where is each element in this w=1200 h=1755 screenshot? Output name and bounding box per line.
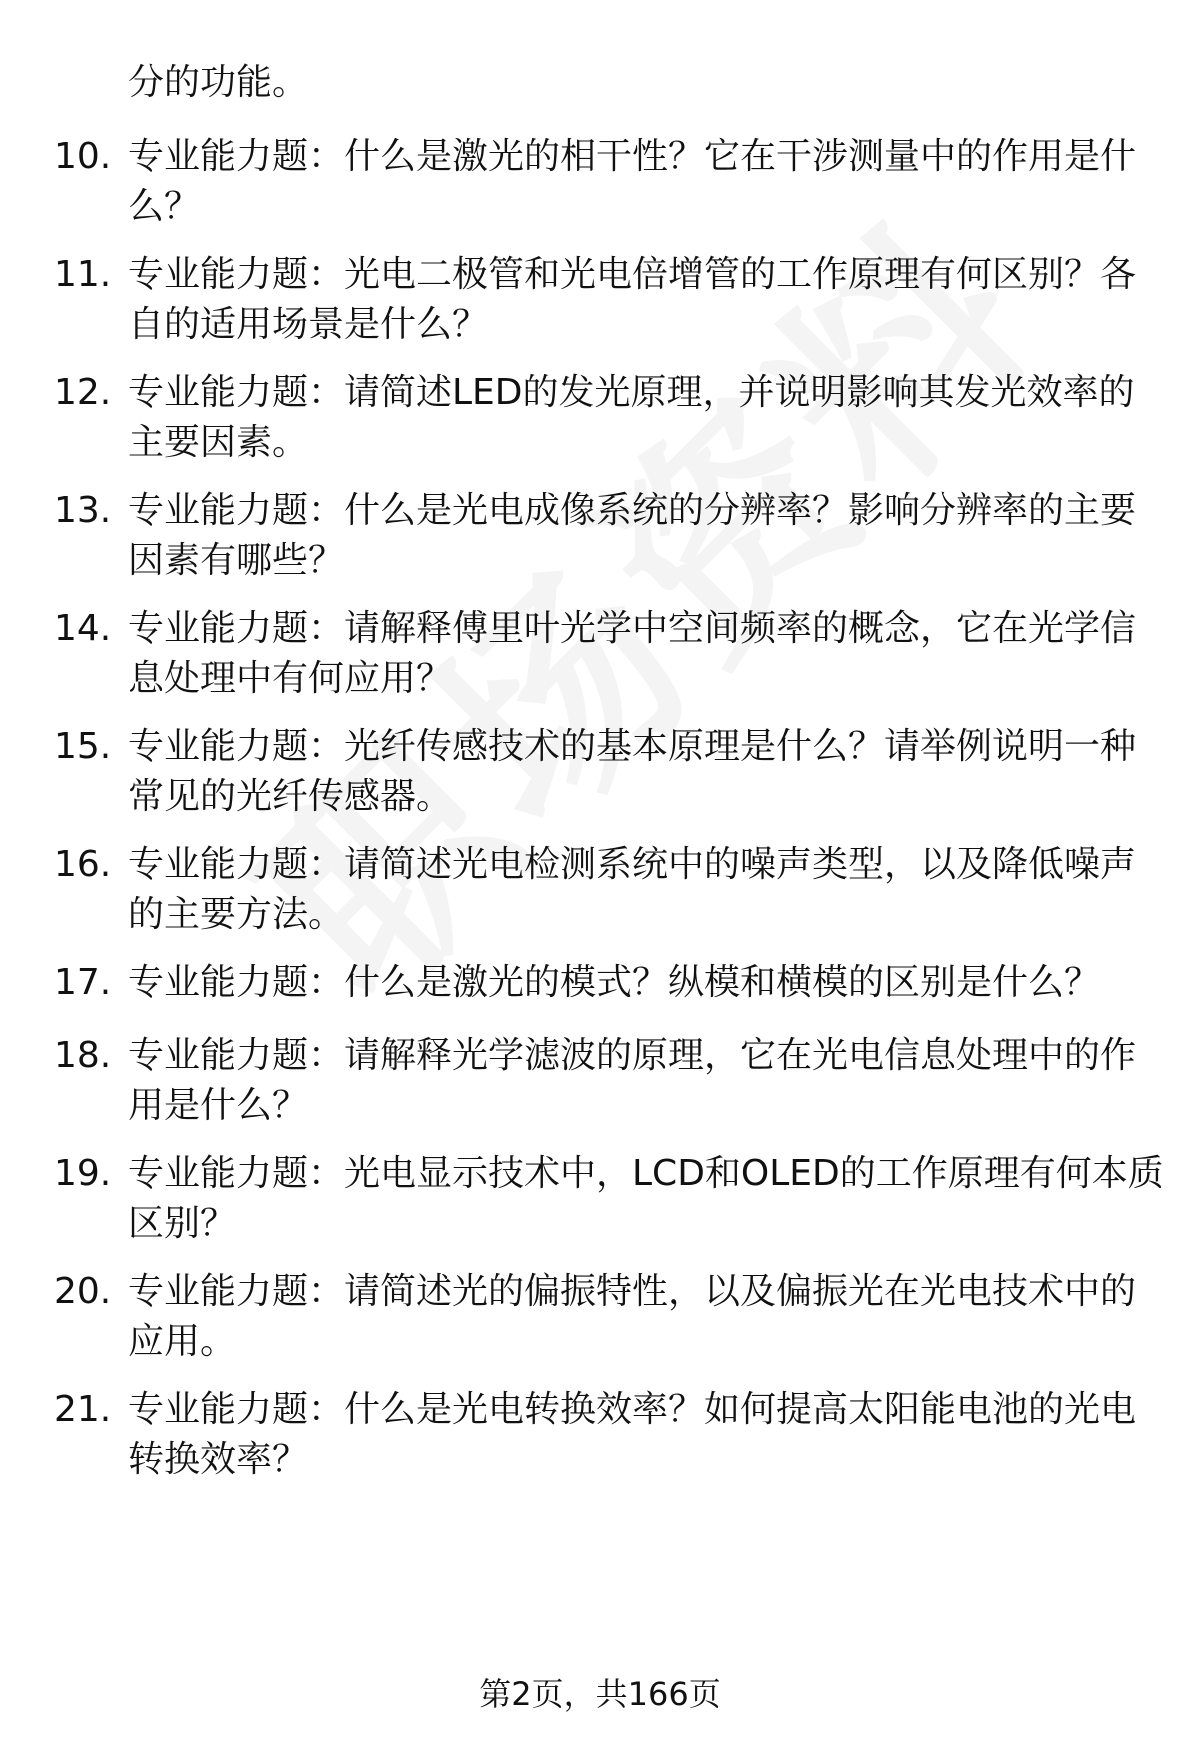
question-text: 专业能力题：光电显示技术中，LCD和OLED的工作原理有何本质区别？ bbox=[128, 1153, 1164, 1244]
question-text: 专业能力题：请解释光学滤波的原理，它在光电信息处理中的作用是什么？ bbox=[128, 1035, 1137, 1126]
question-text: 专业能力题：光纤传感技术的基本原理是什么？请举例说明一种常见的光纤传感器。 bbox=[128, 726, 1137, 817]
question-number: 19. bbox=[54, 1153, 112, 1194]
question-text: 专业能力题：请简述LED的发光原理，并说明影响其发光效率的主要因素。 bbox=[128, 372, 1135, 463]
question-text: 专业能力题：什么是光电转换效率？如何提高太阳能电池的光电转换效率？ bbox=[128, 1389, 1137, 1480]
question-number: 10. bbox=[54, 136, 112, 177]
question-number: 21. bbox=[54, 1389, 112, 1430]
question-number: 20. bbox=[54, 1271, 112, 1312]
question-text: 专业能力题：请解释傅里叶光学中空间频率的概念，它在光学信息处理中有何应用？ bbox=[128, 608, 1137, 699]
question-number: 15. bbox=[54, 726, 112, 767]
question-text: 专业能力题：什么是激光的模式？纵模和横模的区别是什么？ bbox=[128, 962, 1101, 1003]
question-number: 11. bbox=[54, 254, 112, 295]
question-number: 14. bbox=[54, 608, 112, 649]
question-text: 专业能力题：请简述光电检测系统中的噪声类型，以及降低噪声的主要方法。 bbox=[128, 844, 1137, 935]
continuation-text: 分的功能。 bbox=[128, 62, 309, 103]
question-text: 专业能力题：光电二极管和光电倍增管的工作原理有何区别？各自的适用场景是什么？ bbox=[128, 254, 1137, 345]
question-text: 专业能力题：请简述光的偏振特性，以及偏振光在光电技术中的应用。 bbox=[128, 1271, 1137, 1362]
question-number: 13. bbox=[54, 490, 112, 531]
question-text: 专业能力题：什么是光电成像系统的分辨率？影响分辨率的主要因素有哪些？ bbox=[128, 490, 1137, 581]
question-number: 12. bbox=[54, 372, 112, 413]
question-number: 18. bbox=[54, 1035, 112, 1076]
question-number: 16. bbox=[54, 844, 112, 885]
page-footer: 第2页，共166页 bbox=[479, 1675, 721, 1713]
question-text: 专业能力题：什么是激光的相干性？它在干涉测量中的作用是什么？ bbox=[128, 136, 1137, 227]
question-number: 17. bbox=[54, 962, 112, 1003]
